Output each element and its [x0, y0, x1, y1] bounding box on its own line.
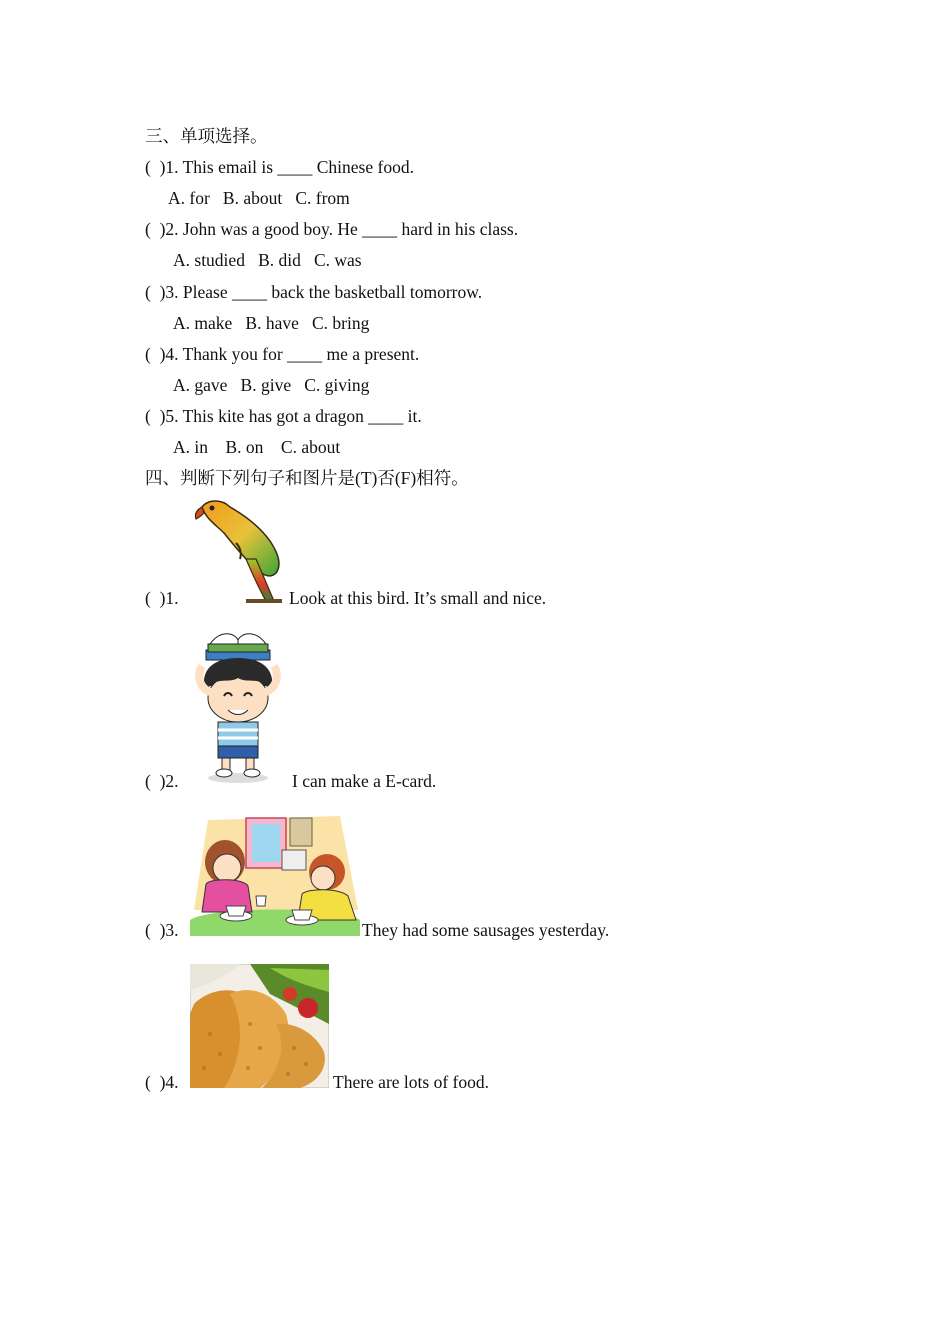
- answer-blank[interactable]: (: [145, 1072, 160, 1092]
- judge-item-1: [145, 587, 179, 609]
- answer-blank[interactable]: (: [145, 282, 160, 302]
- question-2: [145, 218, 518, 240]
- answer-blank[interactable]: (: [145, 219, 160, 239]
- answer-blank[interactable]: (: [145, 157, 160, 177]
- question-4: [145, 343, 419, 365]
- answer-blank[interactable]: (: [145, 920, 160, 940]
- question-3-options: A. make B. have C. bring: [173, 313, 370, 333]
- item-number: )1.: [159, 588, 179, 608]
- question-1-options: A. for B. about C. from: [168, 188, 350, 208]
- question-text: John was a good boy. He ____ hard in his class.: [182, 219, 519, 239]
- answer-blank[interactable]: (: [145, 344, 160, 364]
- judge-item-4: [145, 1071, 179, 1093]
- section3-heading: 三、单项选择。: [145, 126, 268, 146]
- fried-food-picture: [190, 964, 329, 1088]
- question-2-options: A. studied B. did C. was: [173, 250, 362, 270]
- parrot-picture: [188, 497, 288, 605]
- item-number: )3.: [159, 920, 179, 940]
- item-1-sentence: Look at this bird. It’s small and nice.: [289, 588, 547, 608]
- question-5-options: A. in B. on C. about: [173, 437, 341, 457]
- answer-blank[interactable]: (: [145, 588, 160, 608]
- question-1: [145, 156, 414, 178]
- question-number: )3.: [159, 282, 183, 302]
- item-2-sentence: I can make a E-card.: [292, 771, 437, 791]
- item-number: )4.: [159, 1072, 179, 1092]
- question-5: [145, 405, 422, 427]
- question-number: )1.: [159, 157, 183, 177]
- question-4-options: A. gave B. give C. giving: [173, 375, 370, 395]
- judge-item-2: [145, 770, 179, 792]
- item-4-sentence: There are lots of food.: [333, 1072, 489, 1092]
- boy-with-books-picture: [188, 626, 288, 786]
- judge-item-3: [145, 919, 179, 941]
- item-3-sentence: They had some sausages yesterday.: [362, 920, 610, 940]
- answer-blank[interactable]: (: [145, 406, 160, 426]
- children-tea-picture: [190, 810, 360, 938]
- question-text: This email is ____ Chinese food.: [182, 157, 414, 177]
- question-number: )2.: [159, 219, 183, 239]
- question-number: )4.: [159, 344, 183, 364]
- item-number: )2.: [159, 771, 179, 791]
- question-3: [145, 281, 482, 303]
- question-text: Please ____ back the basketball tomorrow.: [182, 282, 483, 302]
- question-number: )5.: [159, 406, 183, 426]
- question-text: Thank you for ____ me a present.: [182, 344, 420, 364]
- answer-blank[interactable]: (: [145, 771, 160, 791]
- question-text: This kite has got a dragon ____ it.: [182, 406, 422, 426]
- section4-heading: 四、判断下列句子和图片是(T)否(F)相符。: [145, 468, 469, 488]
